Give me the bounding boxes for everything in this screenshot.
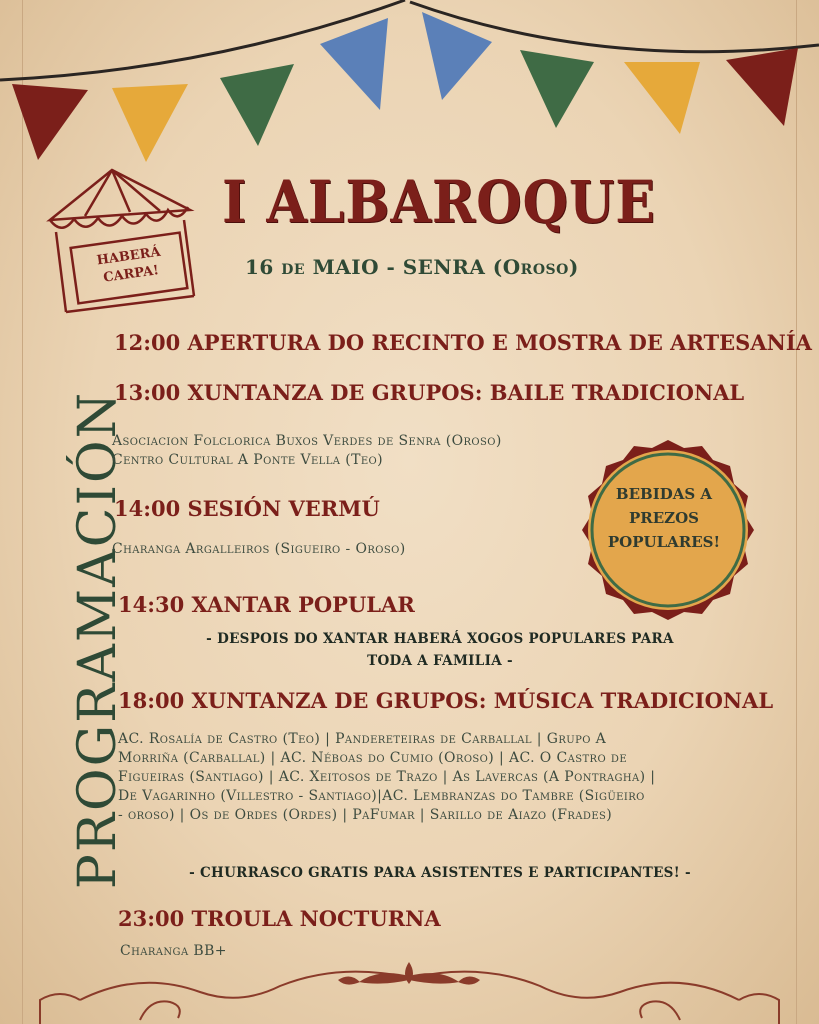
program-detail-1400 bbox=[112, 540, 406, 559]
bunting-flag-yellow bbox=[112, 84, 188, 162]
program-heading-1430: 14:30 XANTAR POPULAR bbox=[118, 592, 415, 617]
badge-line1: BEBIDAS A bbox=[615, 485, 713, 503]
program-heading-1200: 12:00 APERTURA DO RECINTO E MOSTRA DE ARTESANÍA bbox=[114, 330, 812, 355]
top-center-ornament bbox=[338, 962, 480, 985]
badge-text bbox=[594, 482, 734, 554]
detail-line: Charanga BB+ bbox=[120, 943, 227, 959]
bunting-flag-blue bbox=[320, 18, 388, 110]
program-note-1800: - CHURRASCO GRATIS PARA ASISTENTES E PARTICIPANTES! - bbox=[189, 865, 691, 881]
program-detail-1800 bbox=[118, 730, 758, 825]
detail-line: Charanga Argalleiros (Sigueiro - Oroso) bbox=[112, 541, 406, 557]
bunting-flag-red bbox=[12, 84, 88, 160]
badge-line2: PREZOS bbox=[628, 509, 700, 527]
bunting-flag-yellow bbox=[624, 62, 700, 134]
detail-line: De Vagarinho (Villestro - Santiago)|AC. Lembranzas do Tambre (Sigüeiro bbox=[118, 788, 645, 804]
bunting-flag-red bbox=[726, 48, 798, 126]
bunting-flag-green bbox=[220, 64, 294, 146]
program-note-1430 bbox=[150, 628, 730, 672]
program-heading-1800: 18:00 XUNTANZA DE GRUPOS: MÚSICA TRADICIONAL bbox=[118, 688, 774, 713]
section-label-vertical: PROGRAMACIÓN bbox=[68, 390, 128, 890]
detail-line: AC. Rosalía de Castro (Teo) | Pandereteiras de Carballal | Grupo A bbox=[118, 731, 607, 747]
program-detail-1300 bbox=[112, 432, 502, 470]
badge-line3: POPULARES! bbox=[607, 533, 721, 551]
bunting-flag-green bbox=[520, 50, 594, 128]
note-line: TODA A FAMILIA - bbox=[367, 653, 513, 669]
detail-line: Morriña (Carballal) | AC. Néboas do Cumio (Oroso) | AC. O Castro de bbox=[118, 750, 628, 766]
detail-line: - oroso) | Os de Ordes (Ordes) | PaFumar | Sarillo de Aiazo (Frades) bbox=[118, 807, 613, 823]
program-heading-1300: 13:00 XUNTANZA DE GRUPOS: BAILE TRADICIONAL bbox=[114, 380, 745, 405]
detail-line: Figueiras (Santiago) | AC. Xeitosos de Trazo | As Lavercas (A Pontragha) | bbox=[118, 769, 656, 785]
program-heading-2300: 23:00 TROULA NOCTURNA bbox=[118, 906, 441, 931]
program-heading-1400: 14:00 SESIÓN VERMÚ bbox=[114, 496, 380, 521]
tent-label-line1: HABERÁ bbox=[95, 244, 162, 269]
detail-line: Centro Cultural A Ponte Vella (Teo) bbox=[112, 452, 383, 468]
program-detail-2300 bbox=[120, 942, 227, 961]
note-line: - DESPOIS DO XANTAR HABERÁ XOGOS POPULARES PARA bbox=[206, 631, 674, 647]
event-date-location: 16 de MAIO - SENRA (Oroso) bbox=[245, 255, 579, 279]
event-title: I ALBAROQUE bbox=[222, 168, 656, 236]
tent-label-line2: CARPA! bbox=[102, 263, 160, 286]
detail-line: Asociacion Folclorica Buxos Verdes de Senra (Oroso) bbox=[112, 433, 502, 449]
